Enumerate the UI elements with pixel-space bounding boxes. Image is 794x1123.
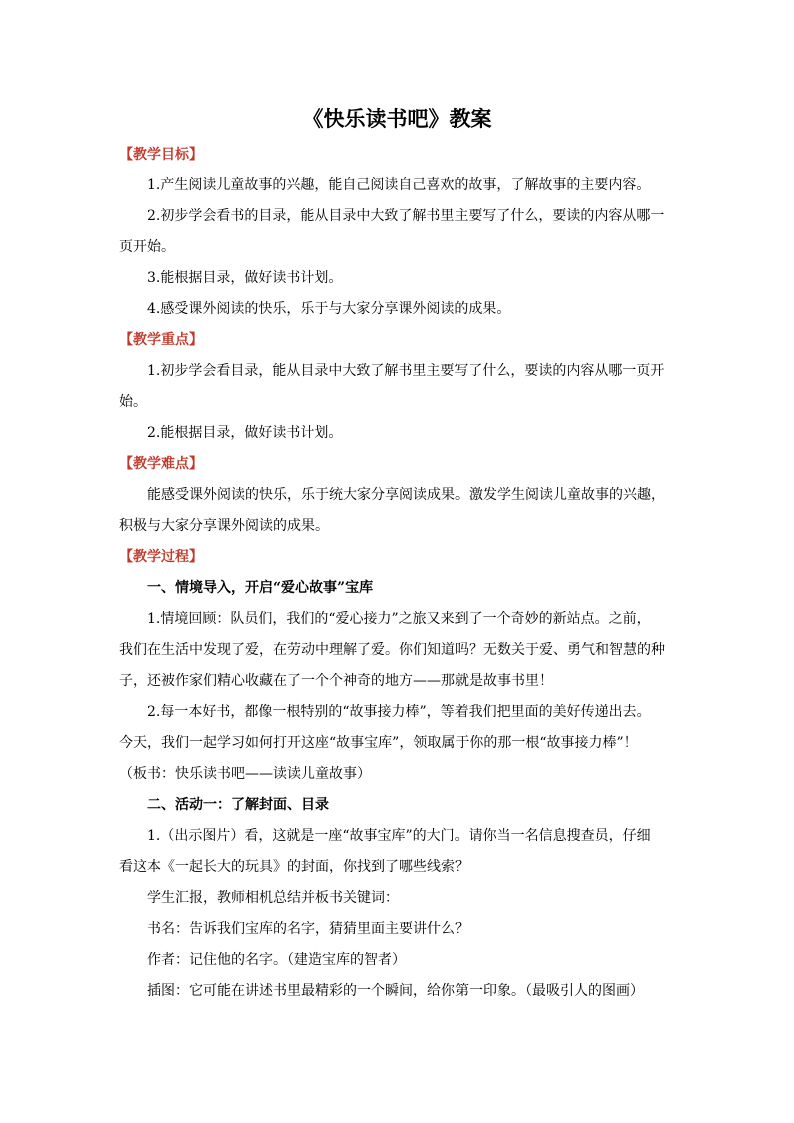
objective-item-1: 1.产生阅读儿童故事的兴趣，能自己阅读自己喜欢的故事，了解故事的主要内容。 [147, 177, 651, 193]
objectives-heading: 【教学目标】 [119, 147, 203, 163]
section2-line-2: 看这本《一起长大的玩具》的封面，你找到了哪些线索？ [119, 859, 469, 875]
section1-line-2: 我们在生活中发现了爱，在劳动中理解了爱。你们知道吗？无数关于爱、勇气和智慧的种 [119, 642, 665, 658]
section2-line-4: 书名：告诉我们宝库的名字，猜猜里面主要讲什么？ [147, 921, 469, 937]
section2-line-5: 作者：记住他的名字。（建造宝库的智者） [147, 952, 406, 968]
objective-item-4: 4.感受课外阅读的快乐，乐于与大家分享课外阅读的成果。 [147, 301, 511, 317]
section2-heading: 二、活动一：了解封面、目录 [147, 797, 329, 813]
section2-line-6: 插图：它可能在讲述书里最精彩的一个瞬间，给你第一印象。（最吸引人的图画） [147, 983, 644, 999]
difficulty-line-2: 积极与大家分享课外阅读的成果。 [119, 518, 329, 534]
key-point-item-1: 1.初步学会看目录，能从目录中大致了解书里主要写了什么，要读的内容从哪一页开 [147, 363, 665, 379]
section1-heading: 一、情境导入，开启“爱心故事”宝库 [147, 580, 374, 596]
key-point-item-1-cont: 始。 [119, 394, 147, 410]
process-heading: 【教学过程】 [119, 549, 203, 565]
key-points-heading: 【教学重点】 [119, 332, 203, 348]
section1-line-1: 1.情境回顾：队员们，我们的“爱心接力”之旅又来到了一个奇妙的新站点。之前， [147, 611, 651, 627]
section2-line-1: 1.（出示图片）看，这就是一座“故事宝库”的大门。请你当一名信息搜查员，仔细 [147, 828, 651, 844]
section1-line-4: 2.每一本好书，都像一根特别的“故事接力棒”，等着我们把里面的美好传递出去。 [147, 704, 651, 720]
key-point-item-2: 2.能根据目录，做好读书计划。 [147, 425, 343, 441]
objective-item-3: 3.能根据目录，做好读书计划。 [147, 270, 343, 286]
section1-line-3: 子，还被作家们精心收藏在了一个个神奇的地方——那就是故事书里！ [119, 673, 553, 689]
difficulties-heading: 【教学难点】 [119, 456, 203, 472]
section1-line-5: 今天，我们一起学习如何打开这座“故事宝库”，领取属于你的那一根“故事接力棒”！ [119, 735, 638, 751]
difficulty-line-1: 能感受课外阅读的快乐，乐于统大家分享阅读成果。激发学生阅读儿童故事的兴趣， [147, 487, 665, 503]
document-title: 《快乐读书吧》教案 [302, 106, 492, 131]
objective-item-2: 2.初步学会看书的目录，能从目录中大致了解书里主要写了什么，要读的内容从哪一 [147, 208, 665, 224]
section1-line-6: （板书：快乐读书吧——读读儿童故事） [119, 766, 371, 782]
objective-item-2-cont: 页开始。 [119, 239, 175, 255]
section2-line-3: 学生汇报，教师相机总结并板书关键词： [147, 890, 399, 906]
